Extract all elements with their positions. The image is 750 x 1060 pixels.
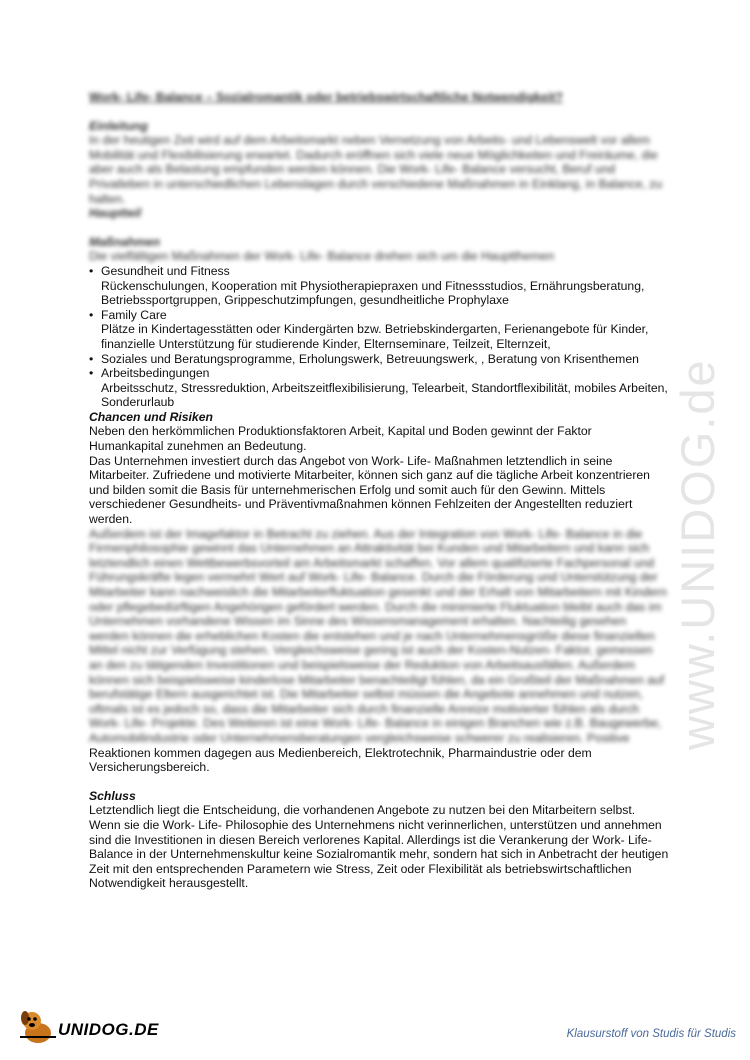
document-page bbox=[89, 90, 669, 891]
bullet-text: Plätze in Kindertagesstätten oder Kindergärten bzw. Betriebskindergarten, Ferienangebote für Kinder, finanzielle Unterstützung für studierende Kinder, Elternseminare, Teilzeit, Elternzeit, bbox=[101, 322, 649, 351]
watermark: www.UNIDOG.de bbox=[671, 358, 724, 750]
einleitung-text: In der heutigen Zeit wird auf dem Arbeitsmarkt neben Vernetzung von Arbeits- und Lebenswelt vor allem Mobilität und Flexibilisierung erwartet. Dadurch eröffnen sich viele neue Möglichkeiten und Freiräume, die aber auch als Belastung empfunden werden können. Die Work- Life- Balance versucht, Beruf und Privatleben in unterschiedlichen Lebenslagen durch verschiedene Maßnahmen in Einklang, in Balance, zu halten. bbox=[89, 133, 663, 206]
chancen-heading: Chancen und Risiken bbox=[89, 409, 213, 424]
unidog-logo[interactable] bbox=[12, 1003, 162, 1047]
dog-mascot-icon bbox=[16, 1003, 60, 1047]
blurred-intro bbox=[89, 90, 669, 264]
einleitung-heading: Einleitung bbox=[89, 118, 148, 133]
list-item bbox=[89, 366, 669, 410]
blurred-paragraphs: Außerdem ist der Imagefaktor in Betracht zu ziehen. Aus der Integration von Work- Life- Balance in die Firmenphilosophie gewinnt das Unternehmen an Attraktivität bei Kunden und Mitarbeitern und kann sich letztendlich einen Wettbewerbsvorteil am Arbeitsmarkt schaffen. Vor allem qualifizierte Fachpersonal und Führungskräfte legen vermehrt Wert auf Work- Life- Balance. Durch die Förderung und Unterstützung der Mitarbeiter kann nachweislich die Mitarbeiterfluktuation gesenkt und der Erhalt von Mitarbeitern mit Kindern oder pflegebedürftigen Angehörigen gefördert werden. Durch die minimierte Fluktuation bleibt auch das im Unternehmen vorhandene Wissen im Sinne des Wissensmanagement erhalten. Nachteilig gesehen werden können die erheblichen Kosten die entstehen und je nach Unternehmensgröße diese finanziellen Mittel nicht zur Verfügung stehen. Vergleichsweise gering ist auch der Kosten-Nutzen- Faktor, gemessen an den zu tätigenden Investitionen und beispielsweise der Reduktion von Arbeitsausfällen. Außerdem können sich beispielsweise kinderlose Mitarbeiter benachteiligt fühlen, da ein Großteil der Maßnahmen auf berufstätige Eltern ausgerichtet ist. Die Mitarbeiter selbst müssen die Angebote annehmen und nutzen, oftmals ist es jedoch so, dass die Mitarbeiter sich durch finanzielle Anreize motivierter fühlen als durch Work- Life- Projekte. Des Weiteren ist eine Work- Life- Balance in einigen Branchen wie z.B. Baugewerbe, Automobilindustrie oder Unternehmensberatungen vergleichsweise schwerer zu realisieren. Positive bbox=[89, 526, 667, 745]
reaktionen-text: Reaktionen kommen dagegen aus Medienbereich, Elektrotechnik, Pharmaindustrie oder dem Versicherungsbereich. bbox=[89, 745, 592, 775]
schluss-text: Letztendlich liegt die Entscheidung, die vorhandenen Angebote zu nutzen bei den Mitarbeitern selbst. Wenn sie die Work- Life- Philosophie des Unternehmens nicht verinnerlichen, unterstützen und annehmen sind die Investitionen in diesen Bereich verlorenes Kapital. Allerdings ist die Verankerung der Work- Life- Balance in der Unternehmenskultur keine Sozialromantik mehr, sondern hat sich in Anbetracht der heutigen Zeit mit den entsprechenden Parametern wie Stress, Zeit oder Flexibilität als betriebswirtschaftlichen Notwendigkeit herausgestellt. bbox=[89, 803, 669, 891]
bullet-text: Rückenschulungen, Kooperation mit Physiotherapiepraxen und Fitnessstudios, Ernährungsberatung, Betriebssportgruppen, Grippeschutzimpfungen, gesundheitliche Prophylaxe bbox=[101, 278, 645, 308]
list-item bbox=[89, 308, 669, 352]
bullet-head: • Gesundheit und Fitness bbox=[101, 263, 230, 278]
bullet-head: • Soziales und Beratungsprogramme, Erholungswerk, Betreuungswerk, , Beratung von Krisenthemen bbox=[101, 351, 639, 366]
bullet-head: • Arbeitsbedingungen bbox=[101, 366, 210, 381]
hauptteil-heading: Hauptteil bbox=[89, 206, 142, 221]
list-item bbox=[89, 264, 669, 308]
massnahmen-list bbox=[89, 264, 669, 410]
bullet-text: Arbeitsschutz, Stressreduktion, Arbeitszeitflexibilisierung, Telearbeit, Standortflexibilität, mobiles Arbeiten, Sonderurlaub bbox=[101, 380, 668, 410]
bullet-head: • Family Care bbox=[101, 307, 167, 322]
massnahmen-heading: Maßnahmen bbox=[89, 234, 161, 249]
list-item bbox=[89, 352, 669, 367]
logo-text: UNIDOG.DE bbox=[58, 1020, 159, 1039]
massnahmen-intro: Die vielfältigen Maßnahmen der Work- Life- Balance drehen sich um die Hauptthemen bbox=[89, 249, 555, 264]
footer-tagline: Klausurstoff von Studis für Studis bbox=[566, 1028, 736, 1040]
chancen-paragraph-2: Das Unternehmen investiert durch das Angebot von Work- Life- Maßnahmen letztendlich in seine Mitarbeiter. Zufriedene und motivierte Mitarbeiter, können sich ganz auf die tägliche Arbeit konzentrieren und bilden somit die Basis für unternehmerischen Erfolg und somit auch für den Gewinn. Mittels verschiedener Gesundheits- und Präventivmaßnahmen können Fehlzeiten der Angestellten reduziert werden. bbox=[89, 453, 650, 527]
chancen-paragraph-1: Neben den herkömmlichen Produktionsfaktoren Arbeit, Kapital und Boden gewinnt der Faktor Humankapital zunehmen an Bedeutung. bbox=[89, 424, 592, 454]
schluss-heading: Schluss bbox=[89, 788, 136, 803]
document-title: Work- Life- Balance – Sozialromantik oder betriebswirtschaftliche Notwendigkeit? bbox=[89, 90, 563, 104]
